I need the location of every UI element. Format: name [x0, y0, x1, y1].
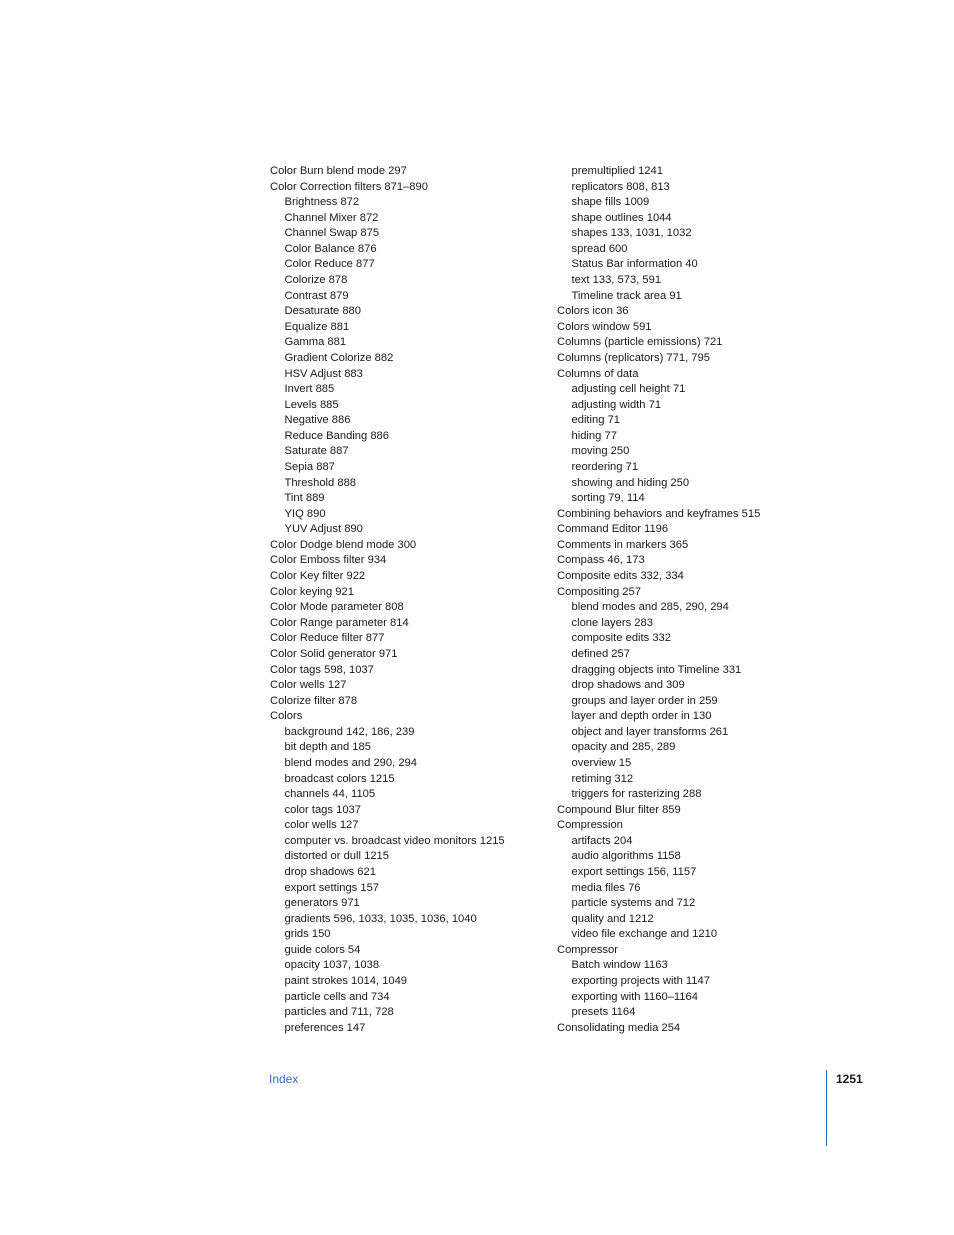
index-entry: Color Dodge blend mode 300: [270, 538, 417, 551]
index-subentry: broadcast colors 1215: [284, 772, 395, 785]
index-entry: Color Mode parameter 808: [270, 601, 404, 614]
index-subentry: bit depth and 185: [284, 741, 371, 754]
index-entry: Columns of data: [557, 367, 639, 380]
index-entry: Color Solid generator 971: [270, 647, 398, 660]
index-subentry: Channel Swap 875: [284, 227, 380, 240]
index-subentry: reordering 71: [571, 460, 639, 473]
index-subentry: object and layer transforms 261: [571, 725, 729, 738]
index-subentry: Equalize 881: [284, 320, 350, 333]
index-entry: Color Burn blend mode 297: [270, 165, 407, 177]
index-subentry: paint strokes 1014, 1049: [284, 975, 408, 988]
index-subentry: Color Balance 876: [284, 242, 377, 255]
index-subentry: Desaturate 880: [284, 305, 361, 318]
index-subentry: particle cells and 734: [284, 990, 390, 1003]
index-subentry: video file exchange and 1210: [571, 928, 718, 941]
index-subentry: Brightness 872: [284, 196, 360, 209]
index-subentry: export settings 157: [284, 881, 380, 894]
index-subentry: retiming 312: [571, 772, 634, 785]
index-entry: Compound Blur filter 859: [557, 803, 681, 816]
index-entry: Color Correction filters 871–890: [270, 180, 428, 193]
index-entry: Colors window 591: [557, 320, 652, 333]
index-subentry: media files 76: [571, 881, 641, 894]
index-subentry: HSV Adjust 883: [284, 367, 363, 380]
page-divider: [826, 1070, 827, 1146]
index-subentry: artifacts 204: [571, 834, 633, 847]
index-subentry: dragging objects into Timeline 331: [571, 663, 742, 676]
index-subentry: editing 71: [571, 414, 621, 427]
index-subentry: computer vs. broadcast video monitors 1215: [284, 834, 505, 847]
index-entry: Colors icon 36: [557, 305, 629, 318]
index-subentry: exporting projects with 1147: [571, 975, 710, 988]
index-subentry: particles and 711, 728: [284, 1006, 394, 1019]
index-subentry: grids 150: [284, 928, 331, 941]
index-entry: Compressor: [557, 943, 618, 956]
index-entry: Color Emboss filter 934: [270, 554, 387, 567]
index-entry: Colors: [270, 710, 303, 723]
index-subentry: Gradient Colorize 882: [284, 351, 394, 364]
index-subentry: export settings 156, 1157: [571, 866, 697, 879]
index-entry: Composite edits 332, 334: [557, 570, 684, 583]
index-entry: Color tags 598, 1037: [270, 663, 374, 676]
index-subentry: showing and hiding 250: [571, 476, 690, 489]
index-subentry: Colorize 878: [284, 274, 348, 287]
index-subentry: Gamma 881: [284, 336, 347, 349]
index-subentry: premultiplied 1241: [571, 165, 663, 177]
index-subentry: adjusting width 71: [571, 398, 662, 411]
index-subentry: defined 257: [571, 647, 630, 660]
index-subentry: Threshold 888: [284, 476, 357, 489]
index-subentry: Batch window 1163: [571, 959, 668, 972]
index-subentry: shape outlines 1044: [571, 211, 672, 224]
index-subentry: color tags 1037: [284, 803, 361, 816]
index-subentry: quality and 1212: [571, 912, 654, 925]
index-subentry: Channel Mixer 872: [284, 211, 379, 224]
index-subentry: guide colors 54: [284, 943, 361, 956]
index-subentry: Contrast 879: [284, 289, 349, 302]
index-subentry: composite edits 332: [571, 632, 672, 645]
index-subentry: drop shadows and 309: [571, 679, 685, 692]
index-subentry: preferences 147: [284, 1021, 366, 1034]
index-subentry: gradients 596, 1033, 1035, 1036, 1040: [284, 912, 477, 925]
index-entry: Combining behaviors and keyframes 515: [557, 507, 761, 520]
index-entry: Command Editor 1196: [557, 523, 669, 536]
index-subentry: exporting with 1160–1164: [571, 990, 698, 1003]
index-subentry: Tint 889: [284, 492, 325, 505]
index-entry: Colorize filter 878: [270, 694, 358, 707]
index-subentry: shape fills 1009: [571, 196, 650, 209]
index-entry: Columns (replicators) 771, 795: [557, 351, 710, 364]
index-subentry: blend modes and 285, 290, 294: [571, 601, 729, 614]
index-subentry: distorted or dull 1215: [284, 850, 389, 863]
index-subentry: sorting 79, 114: [571, 492, 645, 505]
index-subentry: YIQ 890: [284, 507, 326, 520]
index-column-right: [557, 164, 760, 1036]
index-column-left: [270, 164, 505, 1036]
index-subentry: shapes 133, 1031, 1032: [571, 227, 692, 240]
index-subentry: generators 971: [284, 897, 360, 910]
index-subentry: moving 250: [571, 445, 630, 458]
index-subentry: YUV Adjust 890: [284, 523, 363, 536]
index-subentry: text 133, 573, 591: [571, 274, 662, 287]
index-subentry: opacity 1037, 1038: [284, 959, 380, 972]
index-subentry: Color Reduce 877: [284, 258, 375, 271]
index-entry: Consolidating media 254: [557, 1021, 681, 1034]
index-subentry: blend modes and 290, 294: [284, 756, 417, 769]
index-subentry: drop shadows 621: [284, 866, 376, 879]
index-entry: Color Range parameter 814: [270, 616, 409, 629]
index-entry: Comments in markers 365: [557, 538, 689, 551]
index-entry: Columns (particle emissions) 721: [557, 336, 723, 349]
index-subentry: Sepia 887: [284, 460, 335, 473]
index-entry: Color Reduce filter 877: [270, 632, 385, 645]
index-subentry: hiding 77: [571, 429, 617, 442]
index-subentry: groups and layer order in 259: [571, 694, 718, 707]
index-subentry: particle systems and 712: [571, 897, 696, 910]
index-subentry: Reduce Banding 886: [284, 429, 390, 442]
index-subentry: clone layers 283: [571, 616, 653, 629]
index-subentry: triggers for rasterizing 288: [571, 788, 702, 801]
footer-section-label: Index: [269, 1072, 299, 1086]
index-subentry: Invert 885: [284, 383, 335, 396]
index-subentry: channels 44, 1105: [284, 788, 376, 801]
index-subentry: adjusting cell height 71: [571, 383, 686, 396]
index-subentry: Saturate 887: [284, 445, 349, 458]
index-subentry: overview 15: [571, 756, 632, 769]
index-entry: Compression: [557, 819, 623, 832]
index-entry: Compositing 257: [557, 585, 641, 598]
index-subentry: layer and depth order in 130: [571, 710, 712, 723]
index-entry: Color Key filter 922: [270, 570, 366, 583]
index-subentry: Status Bar information 40: [571, 258, 698, 271]
page-number: 1251: [836, 1072, 863, 1086]
index-entry: Compass 46, 173: [557, 554, 645, 567]
index-subentry: Negative 886: [284, 414, 351, 427]
index-subentry: presets 1164: [571, 1006, 636, 1019]
index-subentry: spread 600: [571, 242, 628, 255]
index-entry: Color keying 921: [270, 585, 354, 598]
index-subentry: background 142, 186, 239: [284, 725, 415, 738]
index-subentry: opacity and 285, 289: [571, 741, 676, 754]
index-subentry: color wells 127: [284, 819, 359, 832]
index-entry: Color wells 127: [270, 679, 347, 692]
index-subentry: Levels 885: [284, 398, 339, 411]
index-subentry: Timeline track area 91: [571, 289, 682, 302]
index-subentry: replicators 808, 813: [571, 180, 670, 193]
index-subentry: audio algorithms 1158: [571, 850, 681, 863]
